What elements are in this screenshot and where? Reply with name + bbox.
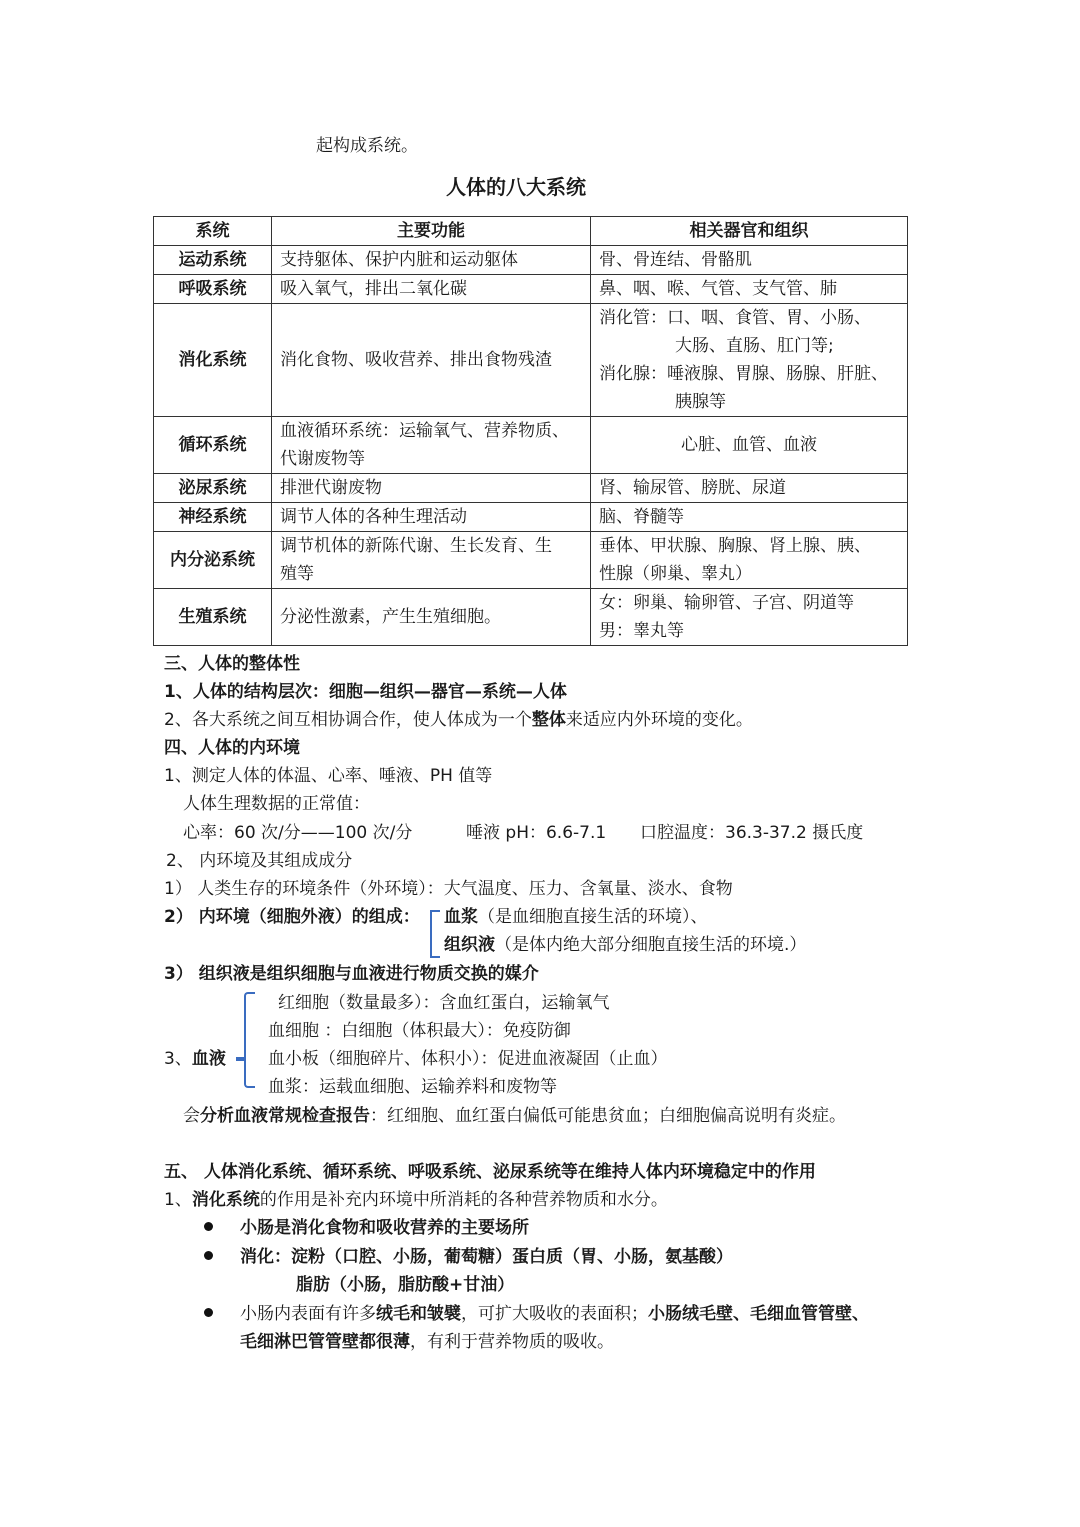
section-4-p2-1: 1） 人类生存的环境条件（外环境）：大气温度、压力、含氧量、淡水、食物 xyxy=(164,879,733,899)
normal-values-label: 人体生理数据的正常值： xyxy=(183,794,370,814)
bullet-icon xyxy=(204,1222,213,1231)
table-row xyxy=(154,417,908,474)
table-title: 人体的八大系统 xyxy=(446,175,586,199)
bullet-3-line1: 小肠内表面有许多绒毛和皱襞，可扩大吸收的表面积；小肠绒毛壁、毛细血管管壁、 xyxy=(240,1304,869,1324)
table-row xyxy=(154,275,908,304)
table-row xyxy=(154,474,908,503)
plasma-line: 血浆（是血细胞直接生活的环境）、 xyxy=(444,907,708,927)
bullet-1-text: 小肠是消化食物和吸收营养的主要场所 xyxy=(240,1218,529,1238)
system-organs: 消化管：口、咽、食管、胃、小肠、 大肠、直肠、肛门等; 消化腺：唾液腺、胃腺、肠腺、肝脏、 胰腺等 xyxy=(591,304,908,417)
section-4-p2: 2、 内环境及其组成成分 xyxy=(166,851,353,871)
oral-temp-value: 口腔温度：36.3-37.2 摄氏度 xyxy=(640,823,864,843)
saliva-ph-value: 唾液 pH：6.6-7.1 xyxy=(466,823,607,843)
system-function: 分泌性激素，产生生殖细胞。 xyxy=(272,589,591,646)
bullet-2-line2: 脂肪（小肠，脂肪酸+甘油） xyxy=(296,1275,515,1295)
system-name: 内分泌系统 xyxy=(154,532,272,589)
system-name: 生殖系统 xyxy=(154,589,272,646)
blood-item: 血浆：运载血细胞、运输养料和废物等 xyxy=(268,1077,557,1097)
table-row xyxy=(154,532,908,589)
tissue-fluid-line: 组织液（是体内绝大部分细胞直接生活的环境.） xyxy=(444,935,807,955)
bullet-icon xyxy=(204,1308,213,1317)
system-organs: 心脏、血管、血液 xyxy=(591,417,908,474)
header-function: 主要功能 xyxy=(272,217,591,246)
blood-item: 红细胞（数量最多）：含血红蛋白，运输氧气 xyxy=(278,993,610,1013)
section-3-p1: 1、人体的结构层次：细胞—组织—器官—系统—人体 xyxy=(164,682,567,702)
header-organs: 相关器官和组织 xyxy=(591,217,908,246)
section-4-heading: 四、人体的内环境 xyxy=(164,738,300,758)
blood-item: 血细胞 ：白细胞（体积最大）：免疫防御 xyxy=(268,1021,571,1041)
section-5-heading: 五、 人体消化系统、循环系统、呼吸系统、泌尿系统等在维持人体内环境稳定中的作用 xyxy=(164,1162,816,1182)
system-organs: 鼻、咽、喉、气管、支气管、肺 xyxy=(591,275,908,304)
brace-tick-icon xyxy=(236,1057,244,1061)
eight-systems-table xyxy=(153,216,908,646)
system-name: 循环系统 xyxy=(154,417,272,474)
table-header-row xyxy=(154,217,908,246)
intro-tail-text: 起构成系统。 xyxy=(316,136,418,156)
section-3-heading: 三、人体的整体性 xyxy=(164,654,300,674)
header-system: 系统 xyxy=(154,217,272,246)
bullet-2-line1: 消化：淀粉（口腔、小肠，葡萄糖）蛋白质（胃、小肠，氨基酸） xyxy=(240,1247,733,1267)
section-4-p2-3: 3） 组织液是组织细胞与血液进行物质交换的媒介 xyxy=(164,964,539,984)
section-5-p1: 1、消化系统的作用是补充内环境中所消耗的各种营养物质和水分。 xyxy=(164,1190,668,1210)
table-row xyxy=(154,503,908,532)
system-name: 泌尿系统 xyxy=(154,474,272,503)
table-row xyxy=(154,246,908,275)
system-organs: 肾、输尿管、膀胱、尿道 xyxy=(591,474,908,503)
table-row xyxy=(154,304,908,417)
blood-report-line: 会分析血液常规检查报告：红细胞、血红蛋白偏低可能患贫血；白细胞偏高说明有炎症。 xyxy=(183,1106,846,1126)
blood-label: 3、血液 xyxy=(164,1049,226,1069)
system-function: 支持躯体、保护内脏和运动躯体 xyxy=(272,246,591,275)
heart-rate-value: 心率：60 次/分——100 次/分 xyxy=(183,823,413,843)
system-name: 神经系统 xyxy=(154,503,272,532)
section-4-p2-2-label: 2） 内环境（细胞外液）的组成： xyxy=(164,907,420,927)
system-name: 呼吸系统 xyxy=(154,275,272,304)
system-function: 吸入氧气，排出二氧化碳 xyxy=(272,275,591,304)
system-organs: 垂体、甲状腺、胸腺、肾上腺、胰、 性腺（卵巢、睾丸） xyxy=(591,532,908,589)
section-4-p1: 1、测定人体的体温、心率、唾液、PH 值等 xyxy=(164,766,493,786)
system-function: 排泄代谢废物 xyxy=(272,474,591,503)
blue-brace-icon xyxy=(430,910,440,958)
system-function: 消化食物、吸收营养、排出食物残渣 xyxy=(272,304,591,417)
system-name: 运动系统 xyxy=(154,246,272,275)
bullet-3-line2: 毛细淋巴管管壁都很薄，有利于营养物质的吸收。 xyxy=(240,1332,614,1352)
section-3-p2: 2、各大系统之间互相协调合作，使人体成为一个整体来适应内外环境的变化。 xyxy=(164,710,753,730)
blood-item: 血小板（细胞碎片、体积小）：促进血液凝固（止血） xyxy=(268,1049,668,1069)
system-organs: 女：卵巢、输卵管、子宫、阴道等 男：睾丸等 xyxy=(591,589,908,646)
blue-brace-icon xyxy=(244,992,255,1088)
table-row xyxy=(154,589,908,646)
system-function: 调节机体的新陈代谢、生长发育、生 殖等 xyxy=(272,532,591,589)
system-function: 调节人体的各种生理活动 xyxy=(272,503,591,532)
bullet-icon xyxy=(204,1251,213,1260)
system-organs: 骨、骨连结、骨骼肌 xyxy=(591,246,908,275)
system-organs: 脑、脊髓等 xyxy=(591,503,908,532)
system-function: 血液循环系统：运输氧气、营养物质、 代谢废物等 xyxy=(272,417,591,474)
system-name: 消化系统 xyxy=(154,304,272,417)
